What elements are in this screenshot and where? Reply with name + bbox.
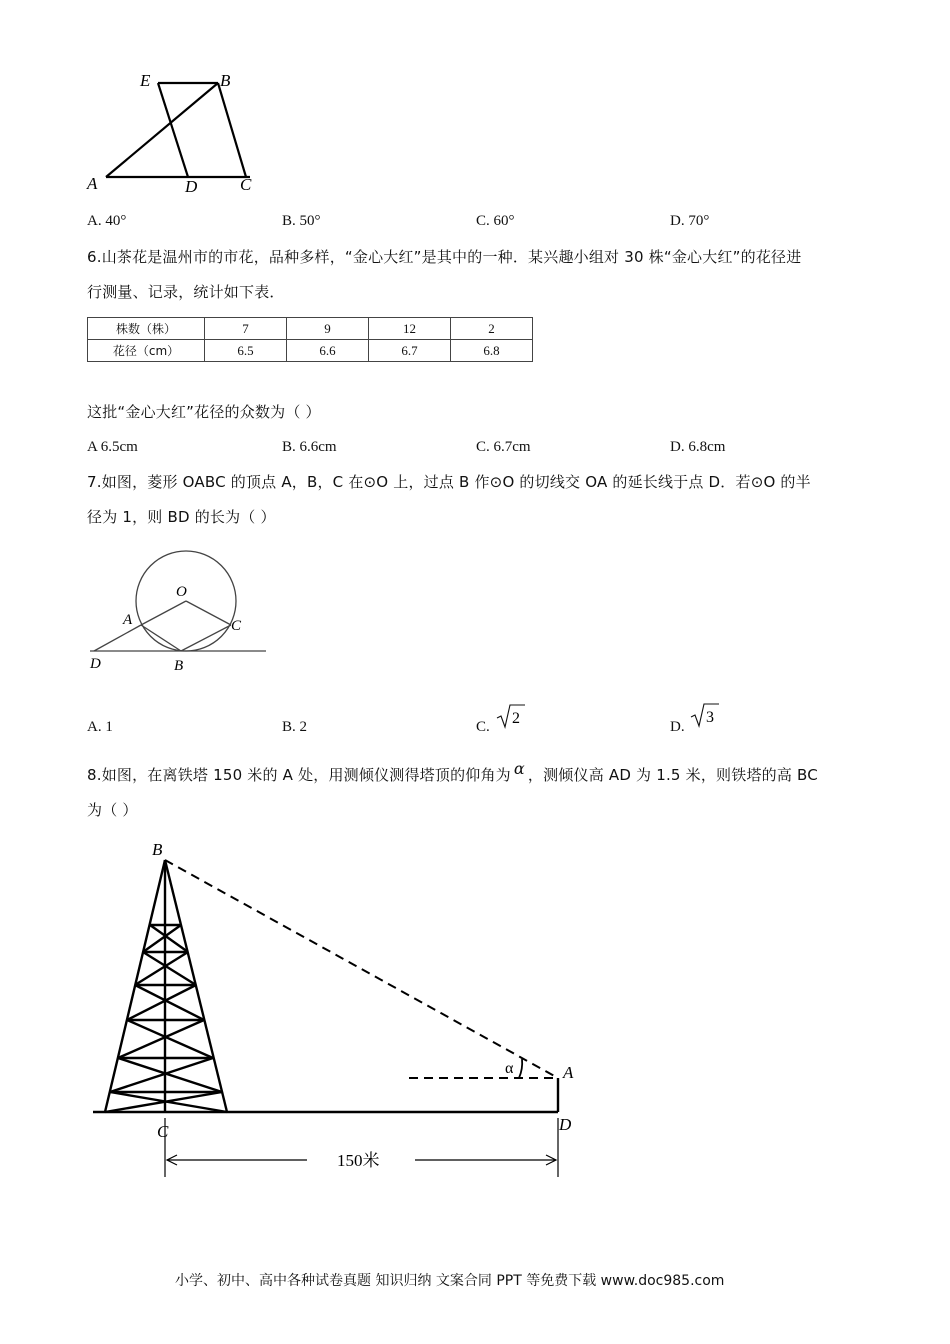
q7-label-a: A	[123, 612, 133, 628]
q8-stem-line1	[87, 759, 818, 785]
table-header-count: 株数（株）	[88, 318, 205, 340]
table-cell: 12	[369, 318, 451, 340]
q5-label-e: E	[140, 71, 151, 90]
q6-stem-line2: 行测量、记录，统计如下表．	[87, 283, 285, 301]
q6-option-a: A 6.5cm	[87, 439, 138, 455]
q8-figure	[85, 835, 595, 1185]
table-cell: 7	[205, 318, 287, 340]
q7-option-c: C.	[476, 719, 490, 735]
q7-stem-line2: 径为 1，则 BD 的长为（ ）	[87, 508, 276, 526]
q5-label-a: A	[87, 174, 98, 193]
table-cell: 6.6	[287, 340, 369, 362]
table-cell: 6.8	[451, 340, 533, 362]
q7-label-d: D	[90, 656, 101, 672]
q5-option-a: A. 40°	[87, 213, 127, 229]
table-cell: 6.5	[205, 340, 287, 362]
q8-label-d: D	[559, 1115, 572, 1134]
q5-label-d: D	[185, 177, 198, 196]
sqrt-3-symbol	[690, 702, 720, 728]
table-header-diameter: 花径（cm）	[88, 340, 205, 362]
q7-label-o: O	[176, 584, 187, 600]
q5-option-b: B. 50°	[282, 213, 321, 229]
table-cell: 6.7	[369, 340, 451, 362]
q5-label-b: B	[220, 71, 231, 90]
table-cell: 9	[287, 318, 369, 340]
q6-option-c: C. 6.7cm	[476, 439, 531, 455]
table-row	[88, 318, 533, 340]
q5-option-d: D. 70°	[670, 213, 710, 229]
alpha-symbol: α	[513, 759, 525, 778]
page-footer: 小学、初中、高中各种试卷真题 知识归纳 文案合同 PPT 等免费下载 www.doc985.com	[175, 1273, 725, 1289]
q7-label-c: C	[231, 618, 242, 634]
q7-option-a: A. 1	[87, 719, 113, 735]
sqrt-2-symbol	[496, 703, 526, 729]
q8-label-b: B	[152, 840, 163, 859]
q5-option-c: C. 60°	[476, 213, 515, 229]
q6-stem-line1: 6.山茶花是温州市的市花，品种多样，“金心大红”是其中的一种．某兴趣小组对 30 株“金心大红”的花径进	[87, 248, 802, 266]
q7-option-d: D.	[670, 719, 685, 735]
q6-stat-table	[87, 317, 533, 362]
q8-stem-part1: 8.如图，在离铁塔 150 米的 A 处，用测倾仪测得塔顶的仰角为	[87, 766, 511, 784]
q7-label-b: B	[174, 658, 184, 674]
table-cell: 2	[451, 318, 533, 340]
q8-stem-line2: 为（ ）	[87, 801, 138, 819]
radicand-2: 2	[512, 710, 520, 727]
q5-label-c: C	[240, 175, 252, 194]
radicand-3: 3	[706, 709, 714, 726]
q8-label-a: A	[563, 1063, 574, 1082]
q8-stem-part2: ，测倾仪高 AD 为 1.5 米，则铁塔的高 BC	[527, 766, 818, 784]
q7-option-b: B. 2	[282, 719, 308, 735]
q7-figure	[80, 540, 280, 680]
q6-option-d: D. 6.8cm	[670, 439, 726, 455]
table-row	[88, 340, 533, 362]
q6-question: 这批“金心大红”花径的众数为（ ）	[87, 403, 321, 421]
q8-label-c: C	[157, 1122, 169, 1141]
q8-label-alpha: α	[505, 1060, 514, 1077]
q5-figure	[80, 66, 270, 196]
q6-option-b: B. 6.6cm	[282, 439, 337, 455]
q7-stem-line1: 7.如图，菱形 OABC 的顶点 A，B，C 在⊙O 上，过点 B 作⊙O 的切线交 OA 的延长线于点 D．若⊙O 的半	[87, 473, 811, 491]
q8-label-distance: 150米	[337, 1151, 380, 1170]
